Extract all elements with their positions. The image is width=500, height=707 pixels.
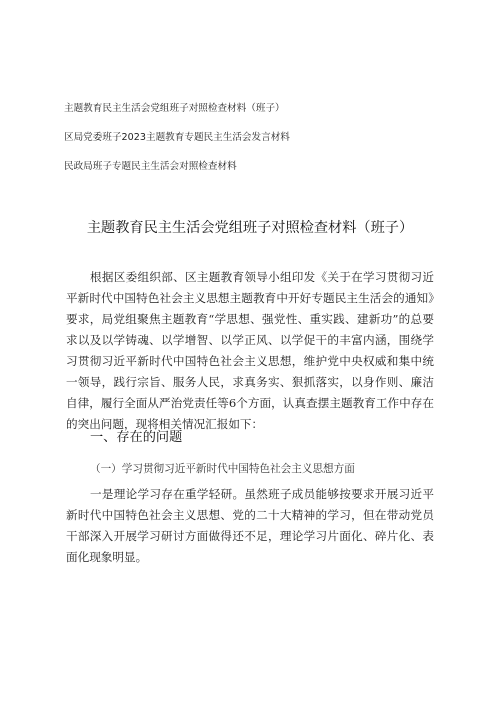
intro-paragraph: 根据区委组织部、区主题教育领导小组印发《关于在学习贯彻习近平新时代中国特色社会主义思想主题教育中开好专题民主生活会的通知》要求，局党组聚焦主题教育“学思想、强党性、重实践、建新功”的总要求以及以学铸魂、以学增智、以学正风、以学促干的丰富内涵，围绕学习贯彻习近平新时代中国特色社会主义思想，维护党中央权威和集中统一领导，践行宗旨、服务人民，求真务实、狠抓落实，以身作则、廉洁自律，履行全面从严治党责任等6个方面，认真查摆主题教育工作中存在的突出问题，现将相关情况汇报如下： xyxy=(66,270,434,431)
subsection-heading: （一）学习贯彻习近平新时代中国特色社会主义思想方面 xyxy=(90,463,355,475)
related-document-item: 民政局班子专题民主生活会对照检查材料 xyxy=(64,161,237,172)
section-heading: 一、存在的问题 xyxy=(90,430,183,445)
related-document-item: 区局党委班子2023主题教育专题民主生活会发言材料 xyxy=(64,132,290,143)
related-document-item: 主题教育民主生活会党组班子对照检查材料（班子） xyxy=(64,103,285,114)
related-documents-list xyxy=(64,103,444,190)
document-title: 主题教育民主生活会党组班子对照检查材料（班子） xyxy=(86,220,414,236)
body-paragraph: 一是理论学习存在重学轻研。虽然班子成员能够按要求开展习近平新时代中国特色社会主义思想、党的二十大精神的学习，但在带动党员干部深入开展学习研讨方面做得还不足，理论学习片面化、碎片化、表面化现象明显。 xyxy=(66,487,434,564)
